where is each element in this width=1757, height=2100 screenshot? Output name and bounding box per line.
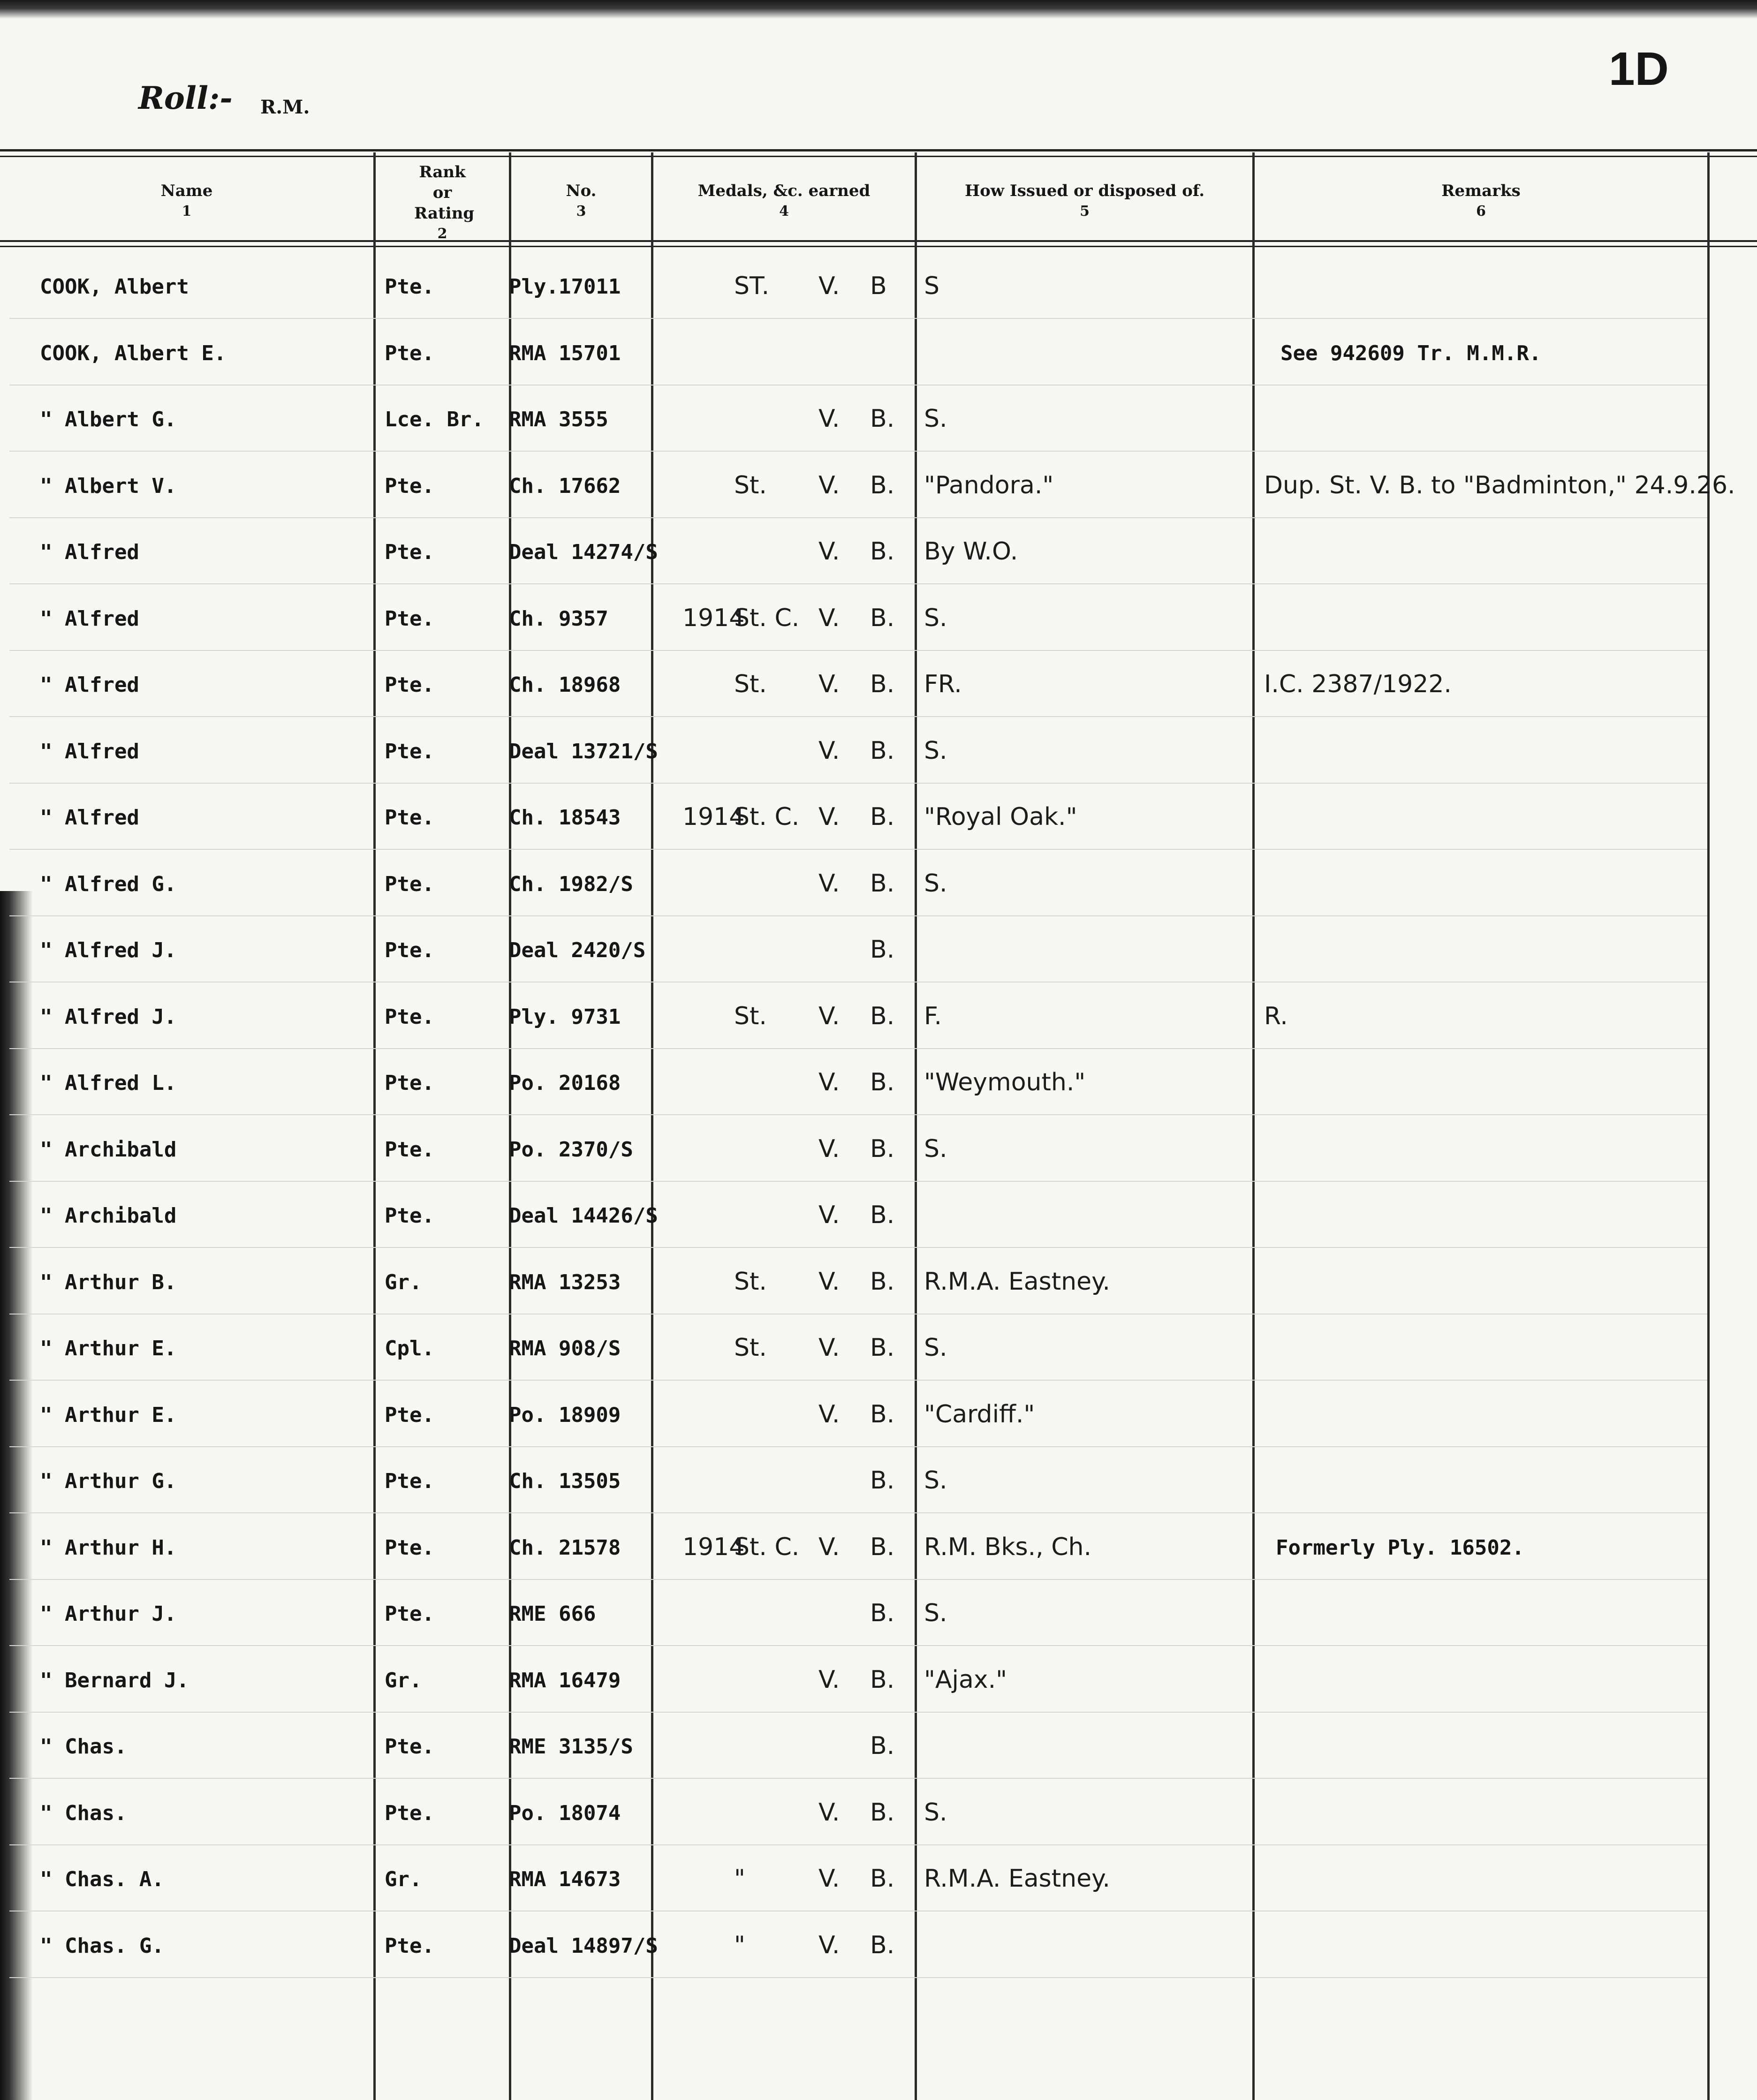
row-name: " Alfred L. [40, 1071, 177, 1095]
column-header-number: 3 [576, 203, 586, 219]
row-rank: Pte. [385, 341, 434, 365]
column-header-label: How Issued or disposed of. [964, 181, 1205, 200]
column-header-number: 2 [437, 226, 447, 242]
row-remarks: R. [1264, 1002, 1288, 1030]
row-how-issued: S. [924, 1466, 947, 1495]
row-rank: Lce. Br. [385, 408, 484, 431]
ruled-line [9, 1114, 1707, 1115]
ruled-line [9, 517, 1707, 518]
row-remarks: Formerly Ply. 16502. [1276, 1535, 1524, 1560]
row-service-number: Deal 14897/S [509, 1934, 658, 1958]
column-header-issued [917, 181, 1252, 222]
row-rank: Pte. [385, 1005, 434, 1029]
row-how-issued: R.M.A. Eastney. [924, 1267, 1110, 1296]
row-medal-victory: V. [818, 272, 840, 300]
row-medal-british-war: B. [870, 1665, 895, 1694]
row-rank: Pte. [385, 474, 434, 498]
column-header-name [0, 181, 373, 222]
row-medal-star: St. [734, 1267, 767, 1296]
row-medal-victory: V. [818, 1002, 840, 1030]
sheet-number: 1D [1609, 43, 1669, 95]
row-name: " Alfred G. [40, 872, 177, 896]
row-rank: Pte. [385, 806, 434, 830]
row-rank: Gr. [385, 1867, 422, 1891]
row-rank: Pte. [385, 673, 434, 697]
row-medal-british-war: B. [870, 1931, 895, 1959]
ruled-line [9, 1048, 1707, 1049]
row-rank: Pte. [385, 938, 434, 962]
row-name: " Alfred [40, 739, 139, 763]
column-header-number: 5 [1080, 203, 1090, 219]
ruled-line [9, 1380, 1707, 1381]
row-how-issued: "Cardiff." [924, 1400, 1035, 1428]
row-medal-victory: V. [818, 1798, 840, 1827]
row-service-number: Po. 18074 [509, 1801, 621, 1825]
ruled-line [9, 1977, 1707, 1978]
row-medal-british-war: B. [870, 1267, 895, 1296]
row-medal-victory: V. [818, 537, 840, 566]
column-header-label: Medals, &c. earned [697, 181, 871, 200]
row-service-number: Ch. 18968 [509, 673, 621, 697]
row-medal-victory: V. [818, 1665, 840, 1694]
page-edge-shadow [0, 891, 33, 2100]
row-medal-british-war: B. [870, 1002, 895, 1030]
column-divider-4 [915, 152, 917, 2100]
row-medal-star: ST. [734, 272, 770, 300]
row-service-number: Ch. 21578 [509, 1535, 621, 1560]
row-service-number: Deal 13721/S [509, 739, 658, 763]
row-rank: Pte. [385, 1469, 434, 1493]
row-medal-star: St. [734, 1002, 767, 1030]
row-rank: Pte. [385, 1934, 434, 1958]
row-service-number: Ply. 9731 [509, 1005, 621, 1029]
column-header-label: Rank or Rating [414, 163, 475, 223]
row-medal-victory: V. [818, 1400, 840, 1428]
row-rank: Pte. [385, 739, 434, 763]
row-medal-victory: V. [818, 869, 840, 898]
column-header-label: Remarks [1441, 181, 1521, 200]
row-service-number: Ch. 9357 [509, 606, 608, 631]
column-divider-1 [373, 152, 376, 2100]
row-medal-victory: V. [818, 471, 840, 499]
row-name: " Alfred [40, 806, 139, 830]
row-service-number: Po. 18909 [509, 1403, 621, 1427]
row-service-number: RME 666 [509, 1602, 596, 1626]
row-service-number: Ch. 17662 [509, 474, 621, 498]
row-medal-british-war: B. [870, 803, 895, 831]
row-medal-victory: V. [818, 1931, 840, 1959]
column-header-medals [653, 181, 915, 222]
row-name: " Alfred [40, 606, 139, 631]
row-rank: Pte. [385, 1735, 434, 1759]
row-name: " Archibald [40, 1137, 177, 1162]
ruled-line [9, 1181, 1707, 1182]
row-rank: Pte. [385, 1071, 434, 1095]
row-medal-victory: V. [818, 1068, 840, 1096]
row-remarks: Dup. St. V. B. to "Badminton," 24.9.26. [1264, 471, 1735, 499]
row-medal-british-war: B. [870, 1533, 895, 1561]
row-medal-british-war: B. [870, 1134, 895, 1163]
row-medal-british-war: B. [870, 1201, 895, 1229]
row-medal-star: St. C. [734, 604, 800, 632]
row-medal-star: St. [734, 670, 767, 698]
row-rank: Pte. [385, 275, 434, 299]
ruled-line [9, 1512, 1707, 1513]
ruled-line [9, 1446, 1707, 1447]
row-medal-victory: V. [818, 1533, 840, 1561]
row-how-issued: S. [924, 736, 947, 765]
ruled-line [9, 716, 1707, 717]
row-service-number: RMA 15701 [509, 341, 621, 365]
ruled-line [9, 583, 1707, 584]
row-rank: Pte. [385, 540, 434, 564]
row-rank: Gr. [385, 1270, 422, 1294]
row-service-number: Deal 14274/S [509, 540, 658, 564]
row-name: " Alfred J. [40, 938, 177, 962]
column-divider-5 [1252, 152, 1255, 2100]
row-how-issued: S. [924, 1599, 947, 1627]
row-medal-british-war: B. [870, 1732, 895, 1760]
ruled-line [9, 318, 1707, 319]
row-how-issued: R.M.A. Eastney. [924, 1865, 1110, 1893]
row-service-number: RMA 3555 [509, 408, 608, 431]
ruled-line [9, 915, 1707, 916]
header-bottom-rule [0, 240, 1757, 242]
row-how-issued: S. [924, 405, 947, 433]
row-medal-british-war: B. [870, 1400, 895, 1428]
column-header-number-col [511, 181, 651, 222]
ruled-line [9, 1778, 1707, 1779]
ruled-line [9, 1645, 1707, 1646]
row-service-number: RMA 13253 [509, 1270, 621, 1294]
row-medal-victory: V. [818, 405, 840, 433]
row-medal-victory: V. [818, 1134, 840, 1163]
row-medal-british-war: B. [870, 405, 895, 433]
row-name: " Chas. [40, 1735, 127, 1759]
row-medal-british-war: B. [870, 670, 895, 698]
row-name: " Arthur J. [40, 1602, 177, 1626]
column-header-number: 6 [1476, 203, 1486, 219]
row-name: " Bernard J. [40, 1668, 189, 1692]
row-medal-1914: 1914 [682, 1533, 745, 1561]
row-name: " Arthur G. [40, 1469, 177, 1493]
column-header-number: 1 [182, 203, 192, 219]
row-service-number: Po. 2370/S [509, 1137, 633, 1162]
ruled-line [9, 1844, 1707, 1845]
row-how-issued: S. [924, 1134, 947, 1163]
row-medal-victory: V. [818, 604, 840, 632]
row-medal-1914: 1914 [682, 803, 745, 831]
column-divider-3 [651, 152, 653, 2100]
row-rank: Gr. [385, 1668, 422, 1692]
row-remarks: I.C. 2387/1922. [1264, 670, 1452, 698]
column-header-rank [376, 162, 509, 244]
row-service-number: RMA 908/S [509, 1337, 621, 1360]
row-medal-victory: V. [818, 803, 840, 831]
row-name: " Chas. A. [40, 1867, 164, 1891]
row-how-issued: S. [924, 869, 947, 898]
row-how-issued: "Pandora." [924, 471, 1054, 499]
row-service-number: Deal 2420/S [509, 938, 646, 962]
row-medal-british-war: B. [870, 936, 895, 964]
row-name: " Albert G. [40, 408, 177, 431]
row-name: COOK, Albert [40, 275, 189, 299]
row-service-number: Ch. 1982/S [509, 872, 633, 896]
row-how-issued: S. [924, 1798, 947, 1827]
ruled-line [9, 1579, 1707, 1580]
row-how-issued: FR. [924, 670, 962, 698]
row-name: " Albert V. [40, 474, 177, 498]
row-service-number: Ply.17011 [509, 275, 621, 299]
ruled-line [9, 451, 1707, 452]
row-medal-british-war: B. [870, 604, 895, 632]
row-medal-british-war: B. [870, 1068, 895, 1096]
row-medal-british-war: B. [870, 736, 895, 765]
row-medal-victory: V. [818, 1267, 840, 1296]
row-name: " Alfred J. [40, 1005, 177, 1029]
row-name: COOK, Albert E. [40, 341, 227, 365]
row-how-issued: S. [924, 604, 947, 632]
column-header-number: 4 [779, 203, 789, 219]
row-name: " Alfred [40, 673, 139, 697]
row-rank: Pte. [385, 606, 434, 631]
column-divider-6 [1707, 152, 1710, 2100]
row-name: " Chas. G. [40, 1934, 164, 1958]
row-how-issued: F. [924, 1002, 942, 1030]
row-medal-victory: V. [818, 1201, 840, 1229]
row-service-number: Ch. 13505 [509, 1469, 621, 1493]
row-rank: Pte. [385, 1403, 434, 1427]
row-medal-british-war: B. [870, 471, 895, 499]
row-medal-star: St. [734, 471, 767, 499]
header-top-rule-2 [0, 156, 1757, 157]
column-header-label: No. [566, 181, 597, 200]
row-medal-british-war: B. [870, 1865, 895, 1893]
row-remarks: See 942609 Tr. M.M.R. [1280, 341, 1542, 365]
row-medal-victory: V. [818, 670, 840, 698]
row-rank: Pte. [385, 1801, 434, 1825]
row-medal-british-war: B. [870, 1599, 895, 1627]
row-service-number: RME 3135/S [509, 1735, 633, 1759]
row-medal-victory: V. [818, 736, 840, 765]
row-service-number: Po. 20168 [509, 1071, 621, 1095]
row-rank: Pte. [385, 1137, 434, 1162]
row-service-number: RMA 14673 [509, 1867, 621, 1891]
row-medal-british-war: B [870, 272, 887, 300]
row-how-issued: "Royal Oak." [924, 803, 1077, 831]
row-medal-british-war: B. [870, 869, 895, 898]
column-header-remarks [1255, 181, 1707, 222]
row-how-issued: "Ajax." [924, 1665, 1007, 1694]
row-medal-british-war: B. [870, 1334, 895, 1362]
row-medal-star: St. C. [734, 803, 800, 831]
header-top-rule [0, 149, 1757, 151]
header-bottom-rule-2 [0, 246, 1757, 247]
row-medal-british-war: B. [870, 537, 895, 566]
row-medal-star: " [734, 1865, 745, 1893]
row-how-issued: By W.O. [924, 537, 1018, 566]
row-name: " Archibald [40, 1204, 177, 1228]
row-how-issued: R.M. Bks., Ch. [924, 1533, 1091, 1561]
row-name: " Arthur E. [40, 1337, 177, 1360]
row-medal-victory: V. [818, 1334, 840, 1362]
row-name: " Chas. [40, 1801, 127, 1825]
roll-value: R.M. [260, 96, 310, 118]
row-medal-star: St. [734, 1334, 767, 1362]
row-service-number: Ch. 18543 [509, 806, 621, 830]
row-rank: Pte. [385, 1602, 434, 1626]
row-medal-star: " [734, 1931, 745, 1959]
row-name: " Arthur E. [40, 1403, 177, 1427]
column-header-label: Name [160, 181, 213, 200]
row-rank: Pte. [385, 1535, 434, 1560]
row-medal-british-war: B. [870, 1466, 895, 1495]
row-rank: Pte. [385, 1204, 434, 1228]
ruled-line [9, 1712, 1707, 1713]
row-medal-star: St. C. [734, 1533, 800, 1561]
row-how-issued: S [924, 272, 940, 300]
ruled-line [9, 783, 1707, 784]
row-how-issued: "Weymouth." [924, 1068, 1086, 1096]
row-medal-victory: V. [818, 1865, 840, 1893]
ruled-line [9, 1247, 1707, 1248]
row-service-number: RMA 16479 [509, 1668, 621, 1692]
ruled-line [9, 650, 1707, 651]
row-name: " Alfred [40, 540, 139, 564]
row-name: " Arthur H. [40, 1535, 177, 1560]
row-rank: Cpl. [385, 1337, 434, 1360]
ruled-line [9, 849, 1707, 850]
row-name: " Arthur B. [40, 1270, 177, 1294]
row-medal-1914: 1914 [682, 604, 745, 632]
row-how-issued: S. [924, 1334, 947, 1362]
roll-label: Roll:- [138, 80, 233, 116]
row-service-number: Deal 14426/S [509, 1204, 658, 1228]
row-rank: Pte. [385, 872, 434, 896]
row-medal-british-war: B. [870, 1798, 895, 1827]
